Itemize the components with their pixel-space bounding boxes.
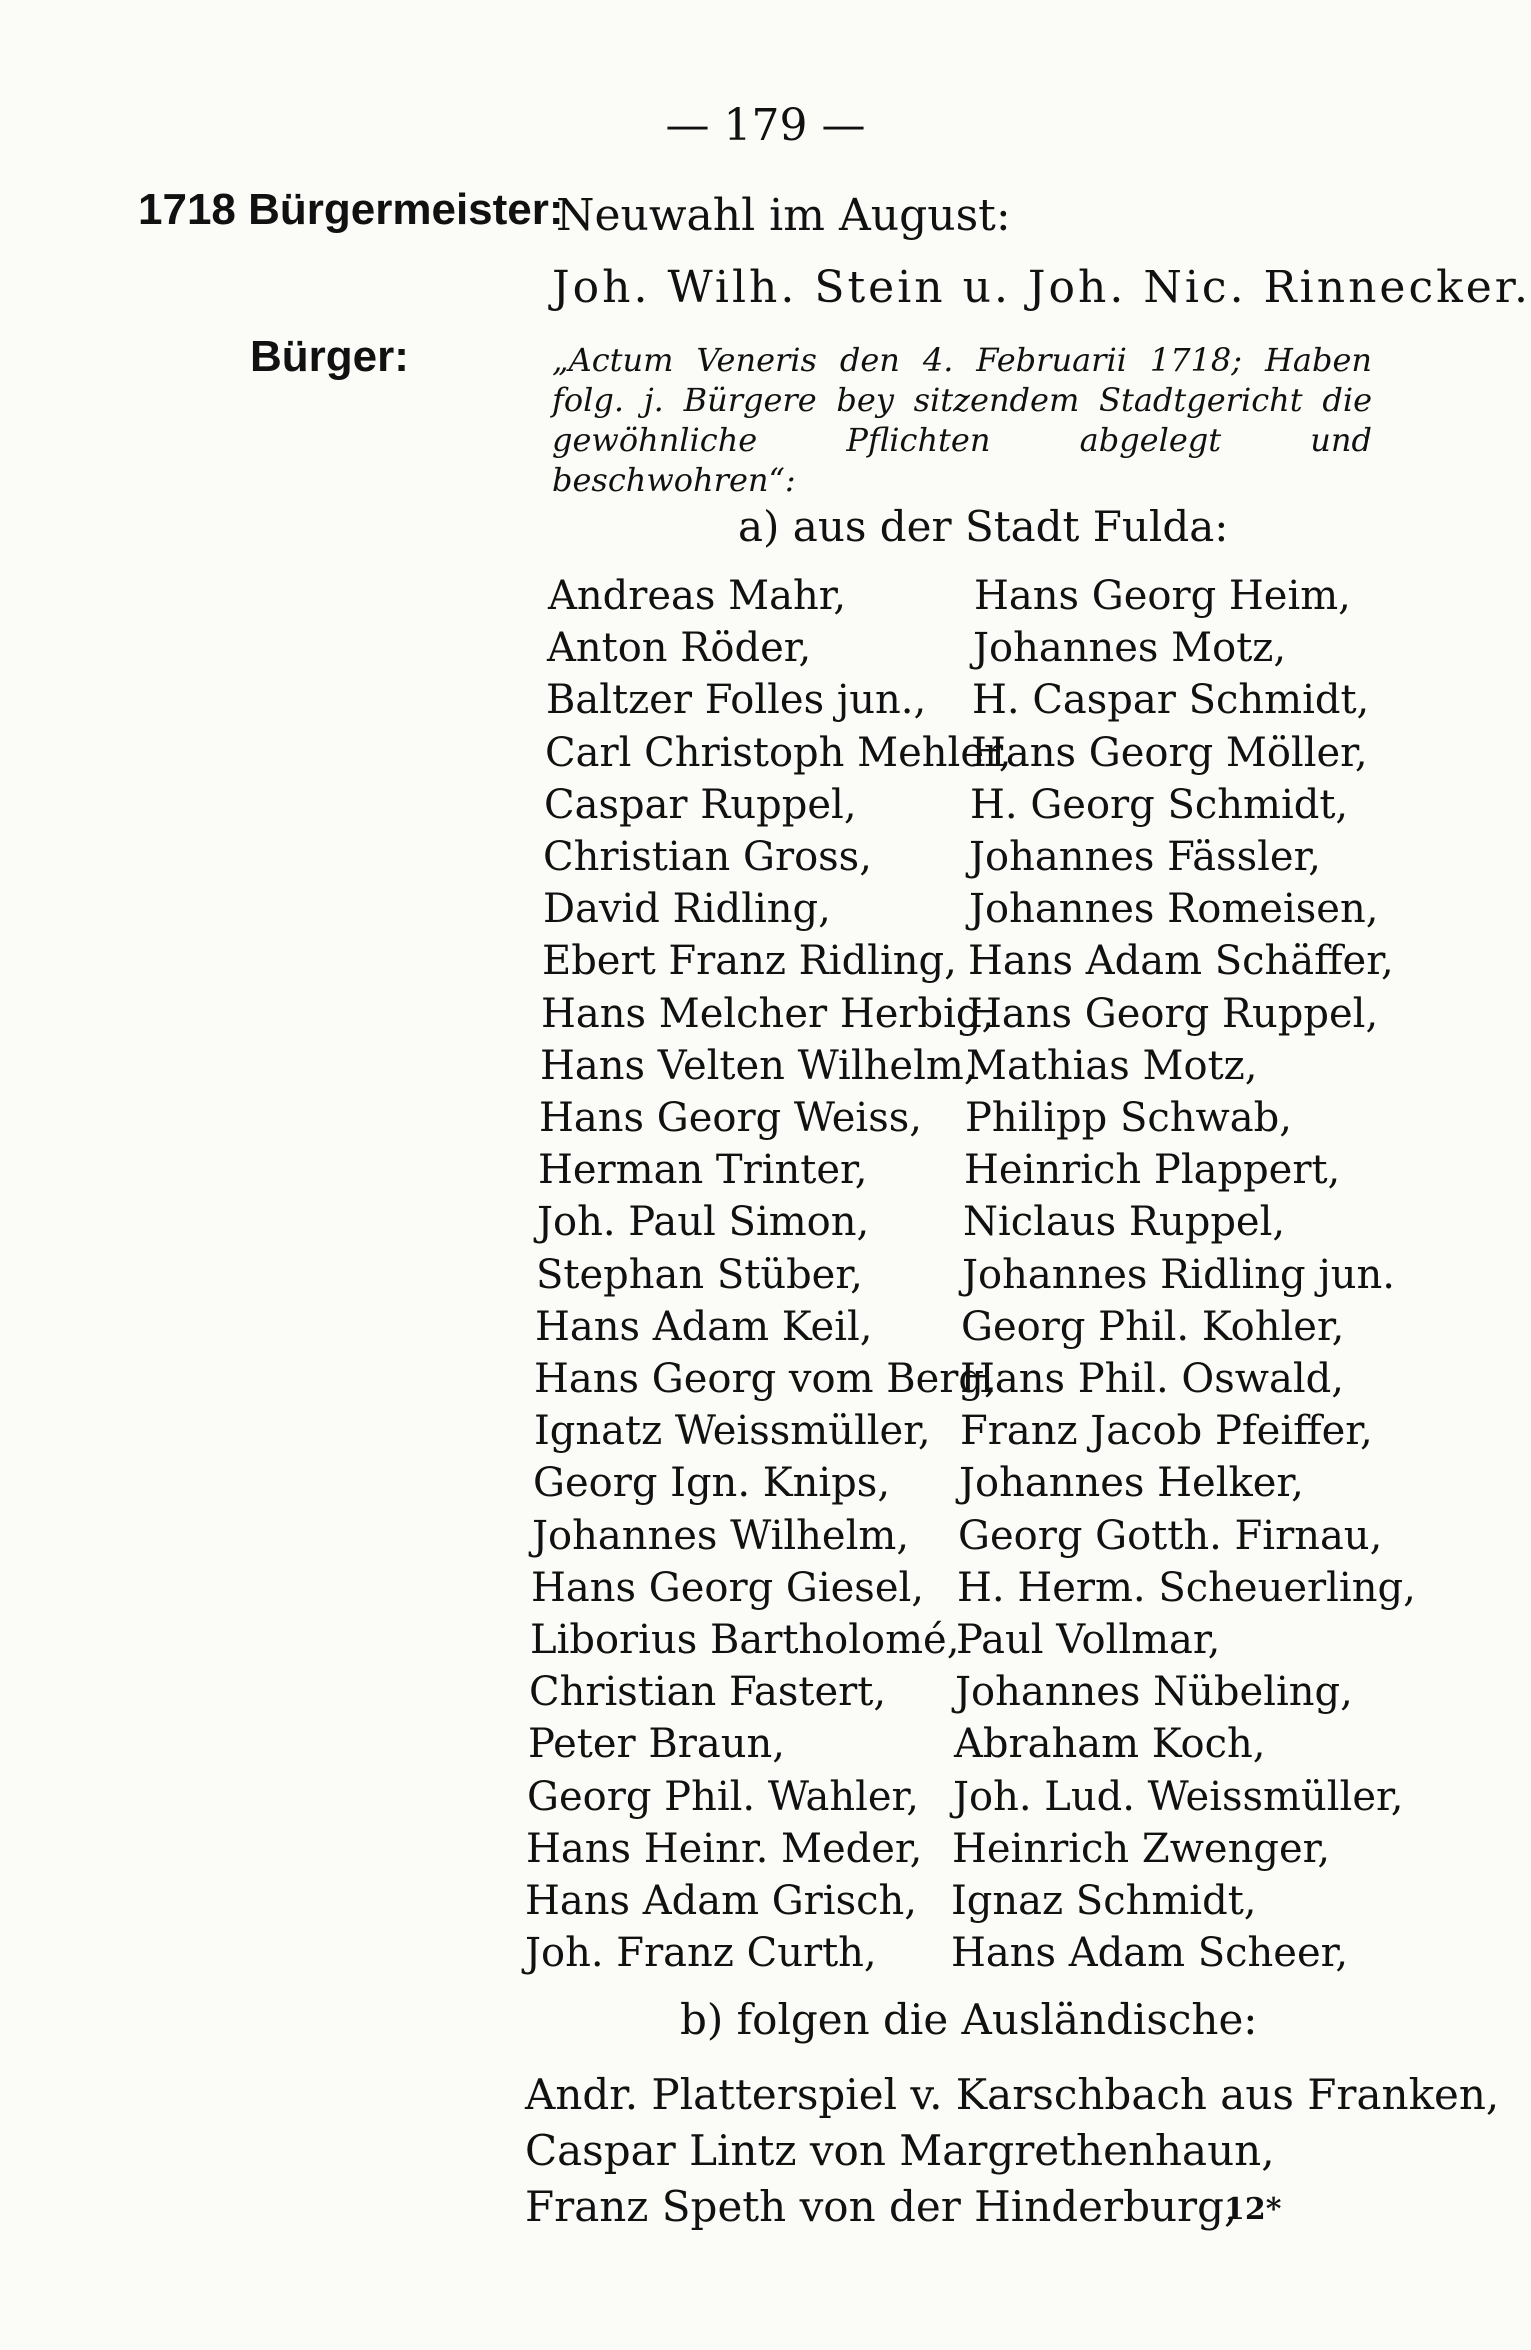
page-number: — 179 — [665,100,866,151]
year-mayor-label: 1718 Bürgermeister: [138,185,564,234]
list-item: Franz Speth von der Hinderburg, [525,2182,1238,2231]
list-item: Georg Ign. Knips, [533,1460,891,1507]
list-item: Hans Georg Möller, [971,729,1368,776]
list-item: Mathias Motz, [966,1042,1258,1089]
list-item: Christian Fastert, [529,1669,887,1716]
list-item: Peter Braun, [528,1721,785,1768]
list-item: Franz Jacob Pfeiffer, [960,1408,1373,1455]
list-item: Christian Gross, [543,834,872,880]
citizens-label: Bürger: [250,332,409,381]
list-item: Hans Georg vom Berg, [534,1356,997,1402]
list-item: H. Caspar Schmidt, [972,677,1370,724]
signature-mark: 12* [1224,2192,1282,2227]
list-item: Anton Röder, [547,625,812,672]
list-item: Hans Georg Giesel, [531,1564,925,1611]
list-item: Hans Velten Wilhelm, [540,1042,977,1089]
list-item: Johannes Wilhelm, [532,1512,910,1559]
list-item: Heinrich Plappert, [964,1147,1341,1194]
list-item: Carl Christoph Mehler, [545,729,1012,776]
list-item: Hans Georg Weiss, [539,1095,922,1141]
list-item: Caspar Ruppel, [544,781,857,828]
election-heading: Neuwahl im August: [556,190,1011,241]
list-item: Joh. Franz Curth, [525,1930,877,1977]
list-item: David Ridling, [543,886,831,933]
list-item: Ignaz Schmidt, [951,1878,1257,1924]
list-item: Joh. Paul Simon, [537,1199,870,1246]
list-item: Andreas Mahr, [548,573,847,619]
list-item: Liborius Bartholomé, [530,1617,960,1663]
list-item: Paul Vollmar, [956,1617,1221,1663]
list-item: Johannes Ridling jun. [962,1251,1395,1298]
list-item: Joh. Lud. Weissmüller, [953,1773,1404,1820]
list-item: Caspar Lintz von Margrethenhaun, [525,2126,1275,2175]
list-item: H. Georg Schmidt, [970,781,1349,828]
section-a-heading: a) aus der Stadt Fulda: [738,502,1229,551]
list-item: H. Herm. Scheuerling, [957,1564,1416,1611]
list-item: Ignatz Weissmüller, [534,1408,931,1455]
list-item: Hans Georg Ruppel, [967,990,1379,1037]
list-item: Johannes Motz, [973,625,1287,672]
list-item: Hans Adam Grisch, [525,1878,917,1924]
list-item: Georg Gotth. Firnau, [958,1512,1383,1559]
list-item: Niclaus Ruppel, [963,1199,1286,1246]
list-item: Hans Adam Schäffer, [968,938,1394,985]
mayor-names: Joh. Wilh. Stein u. Joh. Nic. Rinnecker. [552,262,1531,313]
list-item: Johannes Nübeling, [955,1669,1353,1716]
list-item: Stephan Stüber, [536,1251,863,1298]
list-item: Ebert Franz Ridling, [542,938,957,985]
list-item: Johannes Romeisen, [969,886,1379,933]
list-item: Johannes Fässler, [969,834,1322,880]
list-item: Georg Phil. Wahler, [527,1773,919,1820]
intro-quote: „Actum Veneris den 4. Februarii 1718; Haben folg. j. Bürgere bey sitzendem Stadtgericht die gewöhnliche Pflichten abgelegt und beschwohren“: [552,341,1372,499]
list-item: Baltzer Folles jun., [546,677,927,724]
list-item: Hans Phil. Oswald, [960,1356,1344,1402]
list-item: Hans Adam Keil, [535,1303,873,1350]
list-item: Philipp Schwab, [965,1095,1292,1141]
list-item: Hans Adam Scheer, [951,1930,1349,1977]
list-item: Hans Melcher Herbig, [541,990,995,1037]
list-item: Andr. Platterspiel v. Karschbach aus Franken, [525,2070,1500,2119]
list-item: Johannes Helker, [959,1460,1304,1507]
section-b-heading: b) folgen die Ausländische: [680,1995,1258,2044]
list-item: Hans Heinr. Meder, [526,1825,923,1872]
list-item: Heinrich Zwenger, [952,1825,1331,1872]
list-item: Herman Trinter, [538,1147,868,1194]
list-item: Abraham Koch, [954,1721,1266,1768]
list-item: Hans Georg Heim, [974,573,1351,619]
list-item: Georg Phil. Kohler, [961,1303,1345,1350]
